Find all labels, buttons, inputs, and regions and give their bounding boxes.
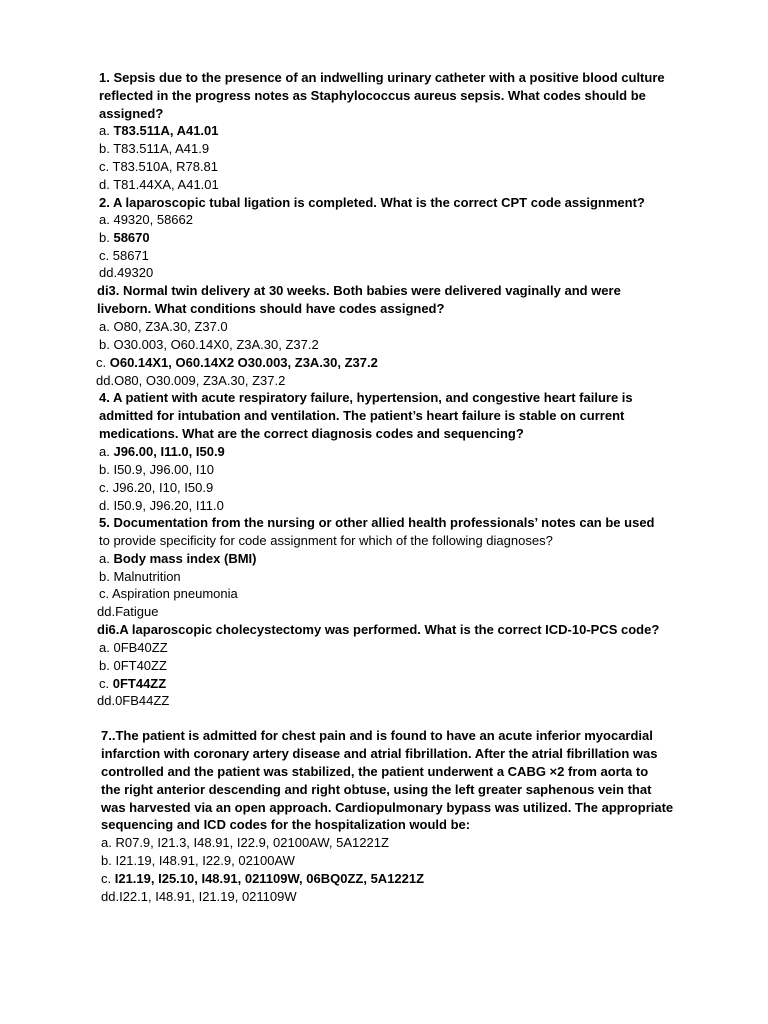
option-text: T81.44XA, A41.01 — [113, 177, 219, 192]
option-text-correct: I21.19, I25.10, I48.91, 021109W, 06BQ0ZZ, 5A1221Z — [114, 871, 425, 886]
option-text: 49320 — [117, 265, 154, 280]
option-prefix: d. — [99, 177, 114, 192]
option-text: O30.003, O60.14X0, Z3A.30, Z37.2 — [113, 337, 319, 352]
q7-option-a — [101, 834, 389, 852]
option-text: Malnutrition — [113, 569, 181, 584]
option-text-correct: T83.511A, A41.01 — [113, 123, 219, 138]
q1-option-d — [99, 176, 219, 194]
q5-stem-line: to provide specificity for code assignment for which of the following diagnoses? — [99, 533, 553, 548]
q2-option-c — [99, 247, 149, 265]
q3-option-b — [99, 336, 319, 354]
q2-option-d — [99, 264, 153, 282]
option-prefix: c. — [99, 159, 113, 174]
option-prefix: b. — [99, 230, 114, 245]
option-prefix: b. — [101, 853, 116, 868]
q5-option-c — [99, 585, 238, 603]
q6-option-b — [99, 657, 167, 675]
option-prefix: dd. — [97, 693, 116, 708]
option-prefix: b. — [99, 658, 114, 673]
option-prefix: c. — [101, 871, 115, 886]
option-prefix: dd. — [97, 604, 116, 619]
q7-stem-line: sequencing and ICD codes for the hospitalization would be: — [101, 817, 471, 832]
option-prefix: b. — [99, 462, 114, 477]
q6-option-a — [99, 639, 168, 657]
option-text: J96.20, I10, I50.9 — [112, 480, 214, 495]
q3-option-c — [96, 354, 378, 372]
option-prefix: b. — [99, 337, 114, 352]
q7-stem-line: the right anterior descending and right obtuse, using the left greater saphenous vein that — [101, 782, 652, 797]
q7-stem-line: controlled and the patient was stabilized, the patient underwent a CABG ×2 from aorta to — [101, 764, 649, 779]
option-prefix: a. — [99, 212, 114, 227]
q1-stem-line: 1. Sepsis due to the presence of an indwelling urinary catheter with a positive blood culture — [99, 70, 665, 85]
option-text: Aspiration pneumonia — [112, 586, 238, 601]
q2-option-b — [99, 229, 150, 247]
q3-option-d — [96, 372, 285, 390]
q1-stem-line: reflected in the progress notes as Staphylococcus aureus sepsis. What codes should be — [99, 88, 646, 103]
option-text: 0FB44ZZ — [115, 693, 170, 708]
option-text-correct: J96.00, I11.0, I50.9 — [113, 444, 225, 459]
option-prefix: d. — [99, 498, 114, 513]
option-prefix: b. — [99, 569, 114, 584]
option-text: I21.19, I48.91, I22.9, 02100AW — [115, 853, 295, 868]
option-text: 0FB40ZZ — [113, 640, 168, 655]
q6-option-d — [97, 692, 169, 710]
q7-option-c — [101, 870, 424, 888]
q4-option-a — [99, 443, 225, 461]
q4-option-d — [99, 497, 224, 515]
q6-option-c — [99, 675, 166, 693]
q7-option-d — [101, 888, 297, 906]
option-text: Fatigue — [115, 604, 159, 619]
option-prefix: c. — [96, 355, 110, 370]
q2-stem-line: 2. A laparoscopic tubal ligation is completed. What is the correct CPT code assignment? — [99, 195, 645, 210]
option-prefix: a. — [101, 835, 116, 850]
option-prefix: dd. — [99, 265, 118, 280]
option-prefix: a. — [99, 640, 114, 655]
option-text: O80, O30.009, Z3A.30, Z37.2 — [114, 373, 286, 388]
q5-stem-line: 5. Documentation from the nursing or other allied health professionals’ notes can be used — [99, 515, 655, 530]
option-prefix: b. — [99, 141, 114, 156]
option-text: T83.510A, R78.81 — [112, 159, 219, 174]
option-text-correct: O60.14X1, O60.14X2 O30.003, Z3A.30, Z37.2 — [109, 355, 378, 370]
option-prefix: a. — [99, 551, 114, 566]
q7-stem-line: infarction with coronary artery disease and atrial fibrillation. After the atrial fibrillation was — [101, 746, 658, 761]
option-text: 0FT40ZZ — [113, 658, 167, 673]
option-text: I50.9, J96.00, I10 — [113, 462, 214, 477]
q5-option-d — [97, 603, 158, 621]
option-text: O80, Z3A.30, Z37.0 — [113, 319, 228, 334]
q7-stem-line: was harvested via an open approach. Cardiopulmonary bypass was utilized. The appropriate — [101, 800, 674, 815]
option-text: I22.1, I48.91, I21.19, 021109W — [119, 889, 297, 904]
option-prefix: c. — [99, 480, 113, 495]
q7-option-b — [101, 852, 295, 870]
q3-stem-line: di3. Normal twin delivery at 30 weeks. Both babies were delivered vaginally and were — [97, 283, 621, 298]
option-prefix: a. — [99, 319, 114, 334]
q6-stem-line: di6.A laparoscopic cholecystectomy was performed. What is the correct ICD-10-PCS code? — [97, 622, 660, 637]
q4-stem-line: admitted for intubation and ventilation. The patient’s heart failure is stable on current — [99, 408, 625, 423]
q5-option-b — [99, 568, 181, 586]
option-prefix: dd. — [96, 373, 115, 388]
option-text-correct: Body mass index (BMI) — [113, 551, 257, 566]
q3-stem-line: liveborn. What conditions should have codes assigned? — [97, 301, 445, 316]
q2-option-a — [99, 211, 193, 229]
q1-stem-line: assigned? — [99, 106, 164, 121]
q4-option-c — [99, 479, 213, 497]
q4-stem-line: medications. What are the correct diagnosis codes and sequencing? — [99, 426, 524, 441]
q3-option-a — [99, 318, 228, 336]
option-text-correct: 0FT44ZZ — [112, 676, 167, 691]
option-text: 58671 — [112, 248, 149, 263]
q7-stem-line: 7..The patient is admitted for chest pain and is found to have an acute inferior myocardial — [101, 728, 653, 743]
option-prefix: c. — [99, 676, 113, 691]
option-text: T83.511A, A41.9 — [113, 141, 210, 156]
option-prefix: a. — [99, 123, 114, 138]
option-prefix: c. — [99, 248, 113, 263]
option-prefix: c. — [99, 586, 113, 601]
option-prefix: a. — [99, 444, 114, 459]
option-text: R07.9, I21.3, I48.91, I22.9, 02100AW, 5A1221Z — [115, 835, 389, 850]
q1-option-b — [99, 140, 209, 158]
option-text-correct: 58670 — [113, 230, 150, 245]
q1-option-c — [99, 158, 218, 176]
q5-option-a — [99, 550, 257, 568]
q4-stem-line: 4. A patient with acute respiratory failure, hypertension, and congestive heart failure is — [99, 390, 633, 405]
q1-option-a — [99, 122, 219, 140]
option-prefix: dd. — [101, 889, 120, 904]
option-text: I50.9, J96.20, I11.0 — [113, 498, 224, 513]
q4-option-b — [99, 461, 214, 479]
option-text: 49320, 58662 — [113, 212, 193, 227]
